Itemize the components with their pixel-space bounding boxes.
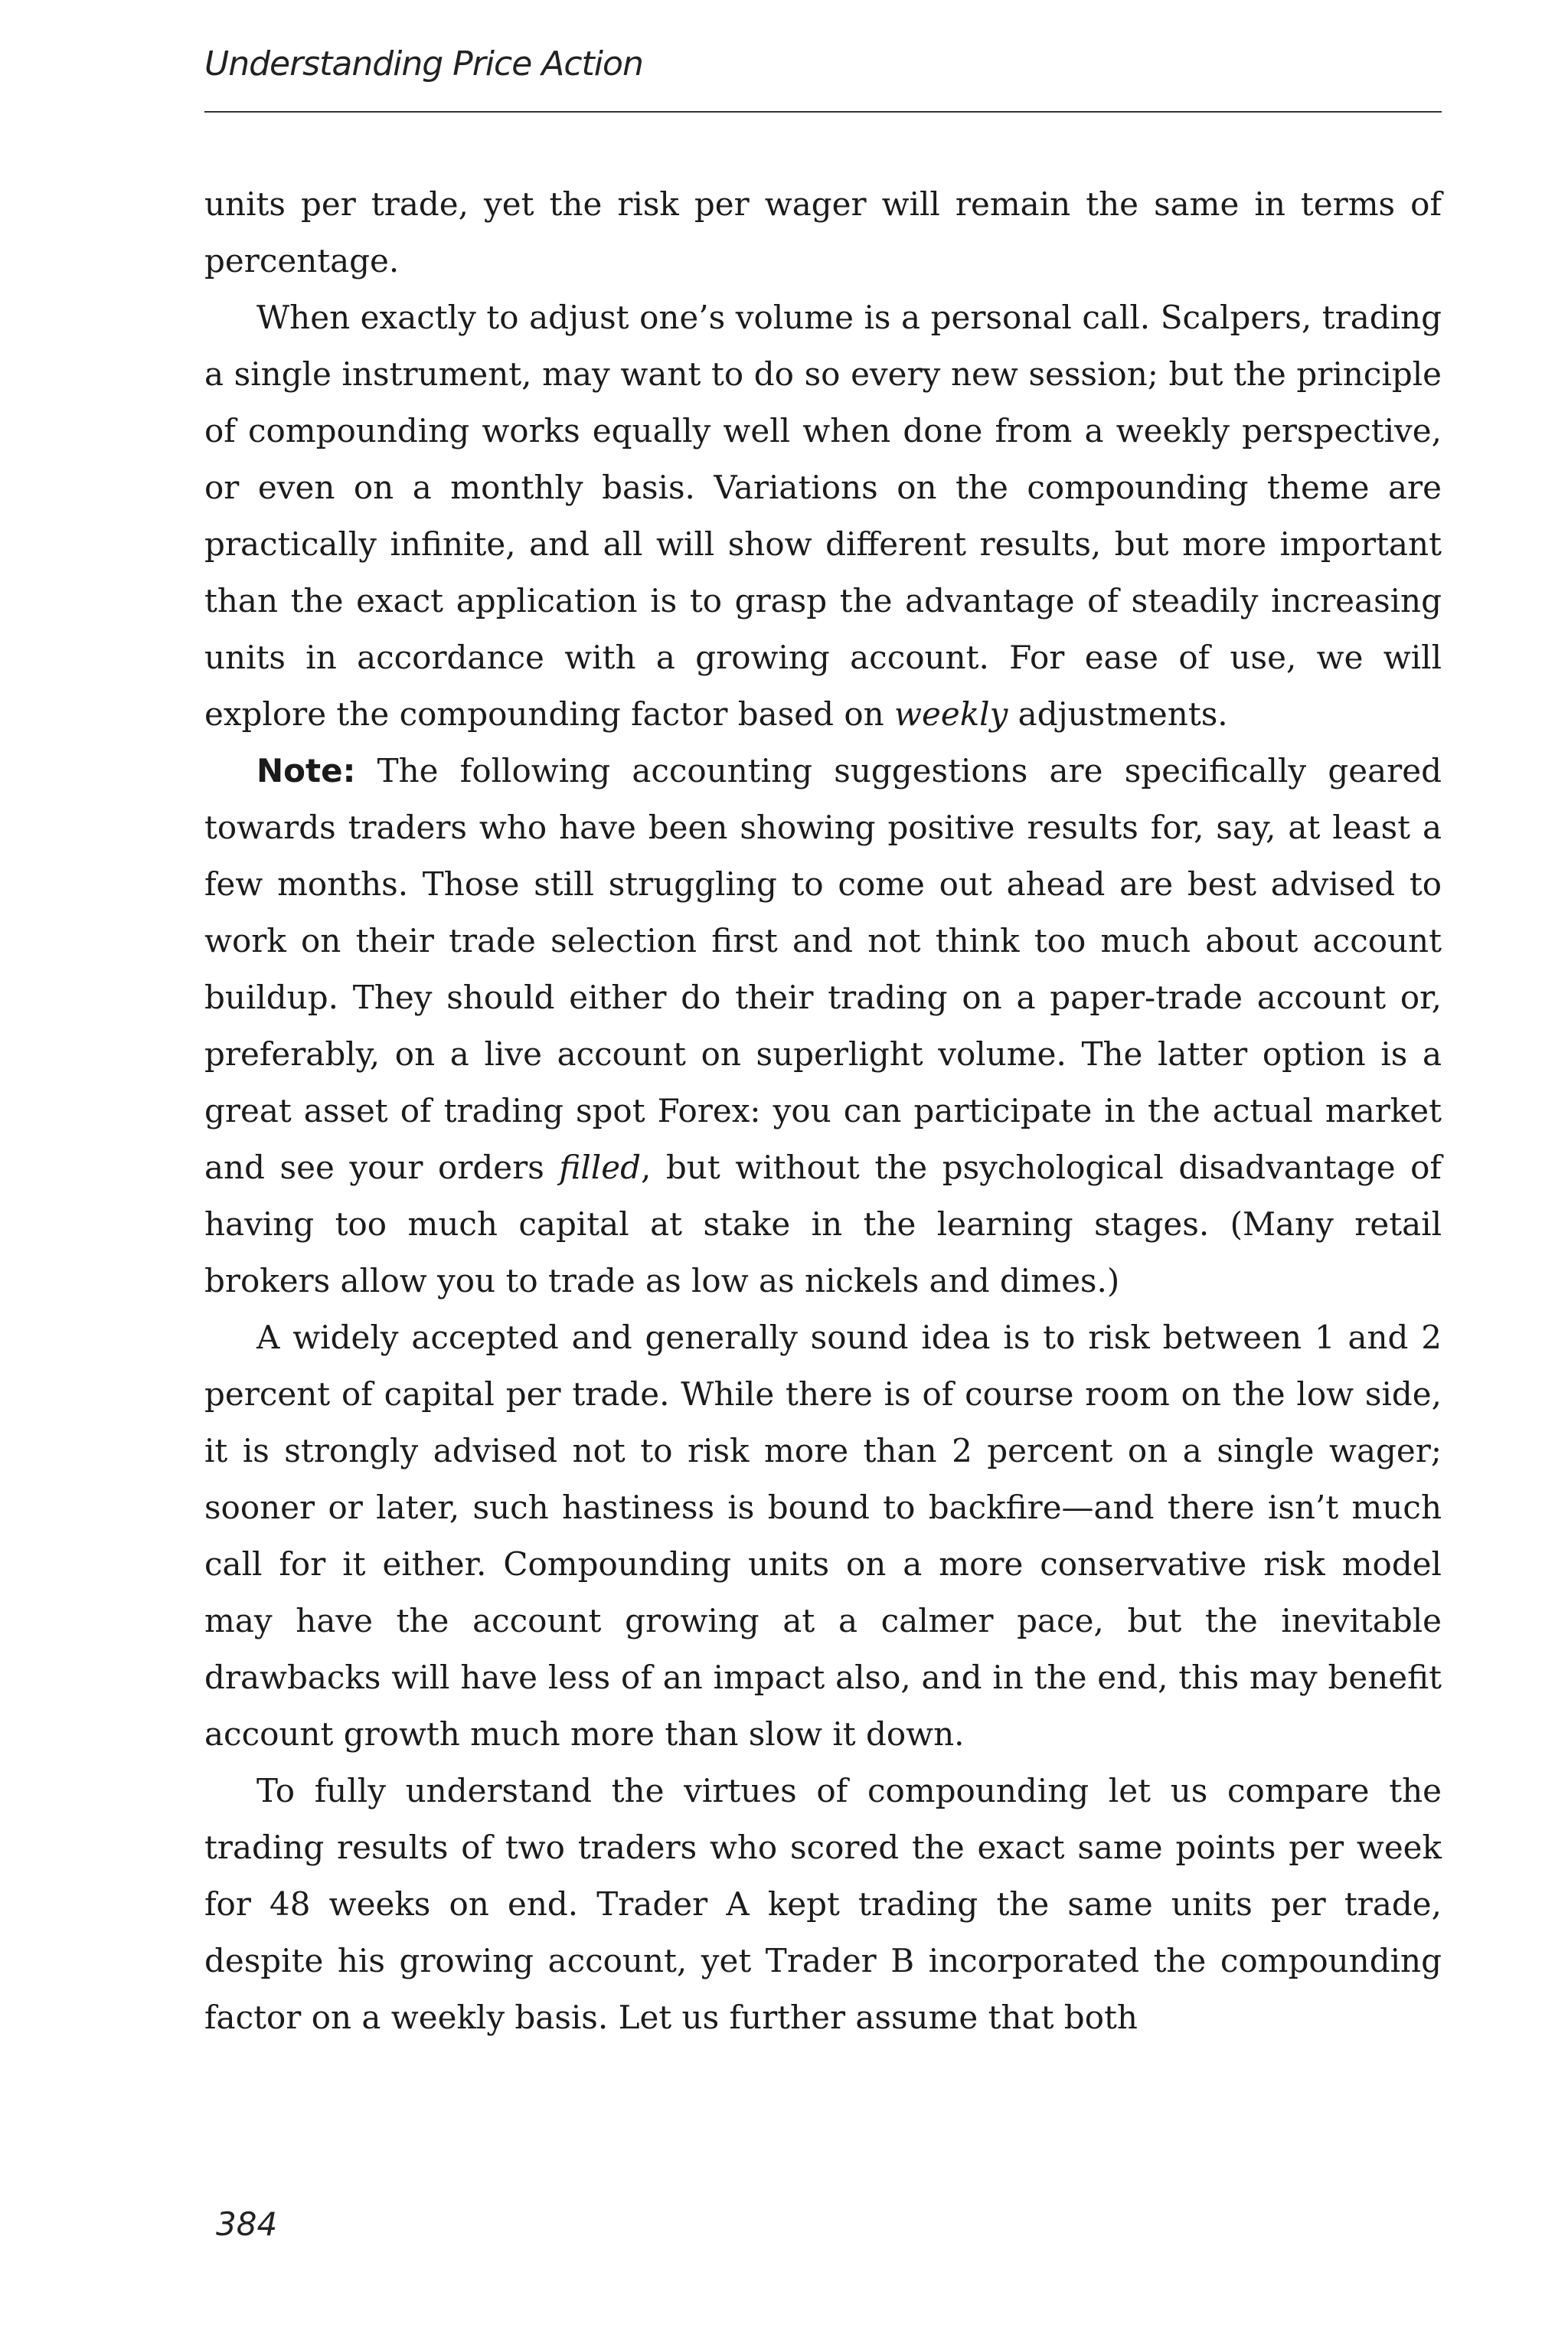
body-text [204,176,1442,2046]
paragraph-text: A widely accepted and generally sound idea is to risk between 1 and 2 percent of capital per trade. While there is of course room on the low side, it is strongly advised not to risk more than 2 percent on a single wager; sooner or later, such hastiness is bound to backfire—and there isn’t much call for it either. Compounding units on a more conservative risk model may have the account growing at a calmer pace, but the inevitable drawbacks will have less of an impact also, and in the end, this may benefit account growth much more than slow it down. [204,1319,1442,1753]
paragraph-text: adjustments. [1008,695,1228,733]
paragraph [204,1309,1442,1763]
paragraph-text: When exactly to adjust one’s volume is a personal call. Scalpers, trading a single instrument, may want to do so every new session; but the principle of compounding works equally well when done from a weekly perspective, or even on a monthly basis. Variations on the compounding theme are practically infinite, and all will show different results, but more important than the exact application is to grasp the advantage of steadily increasing units in accordance with a growing account. For ease of use, we will explore the compounding factor based on [204,299,1442,733]
header-rule [204,111,1442,113]
paragraph [204,743,1442,1309]
paragraph [204,289,1442,743]
page-number: 384 [216,2205,278,2243]
paragraph-text: units per trade, yet the risk per wager will remain the same in terms of percentage. [204,185,1442,279]
paragraph-text: , but without the psychological disadvantage of having too much capital at stake in the learning stages. (Many retail brokers allow you to trade as low as nickels and dimes.) [204,1149,1442,1299]
paragraph [204,1763,1442,2046]
paragraph-text: To fully understand the virtues of compounding let us compare the trading results of two traders who scored the exact same points per week for 48 weeks on end. Trader A kept trading the same units per trade, despite his growing account, yet Trader B incorporated the compounding factor on a weekly basis. Let us further assume that both [204,1772,1442,2036]
note-label: Note: [256,752,356,789]
paragraph [204,176,1442,289]
running-head: Understanding Price Action [204,44,643,83]
emphasis-text: weekly [894,695,1008,733]
paragraph-text: The following accounting suggestions are specifically geared towards traders who have been showing positive results for, say, at least a few months. Those still struggling to come out ahead are best advised to work on their trade selection first and not think too much about account buildup. They should either do their trading on a paper-trade account or, preferably, on a live account on superlight volume. The latter option is a great asset of trading spot Forex: you can participate in the actual market and see your orders [204,752,1442,1186]
emphasis-text: filled [559,1149,641,1186]
